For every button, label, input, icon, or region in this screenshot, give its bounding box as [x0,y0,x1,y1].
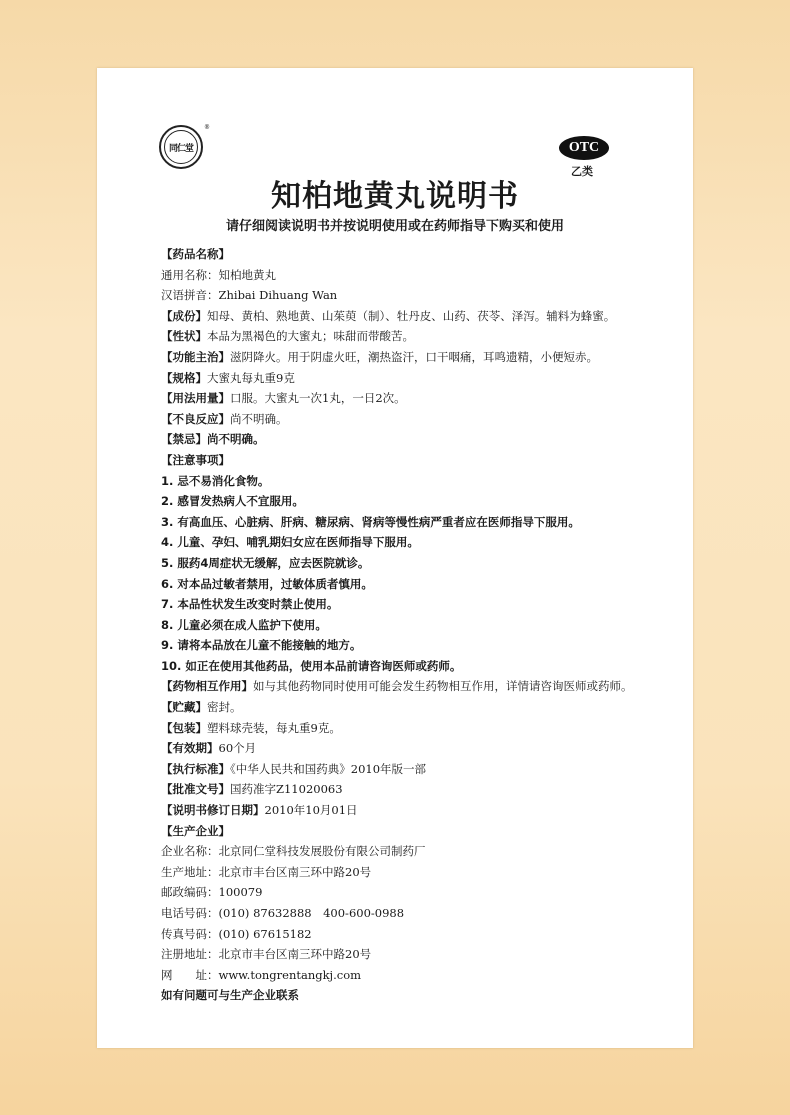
pinyin-label: 汉语拼音： [161,288,219,303]
standard-row [161,759,637,780]
validity-row [161,738,637,759]
manufacturer-row [161,882,637,903]
indications-value: 滋阴降火。用于阴虚火旺，潮热盗汗，口干咽痛，耳鸣遗精，小便短赤。 [230,349,598,364]
dosage-row [161,388,637,409]
otc-badge: OTC [559,136,609,160]
manufacturer-row [161,903,637,924]
section-manufacturer: 【生产企业】 [161,823,230,838]
precaution-item: 7. 本品性状发生改变时禁止使用。 [161,597,339,612]
contraindications-label: 【禁忌】 [161,432,207,447]
leaflet-sheet [97,68,693,1048]
properties-value: 本品为黑褐色的大蜜丸；味甜而带酸苦。 [207,329,414,344]
contraindications-row [161,429,637,450]
website-value: www.tongrentangkj.com [218,967,362,982]
ingredients-row [161,306,637,327]
standard-value: 《中华人民共和国药典》2010年版一部 [230,761,427,776]
otc-class-label: 乙类 [571,165,593,178]
manufacturer-row [161,965,637,986]
package-value: 塑料球壳装，每丸重9克。 [207,720,341,735]
revision-value: 2010年10月01日 [264,803,358,818]
precaution-item: 10. 如正在使用其他药品，使用本品前请咨询医师或药师。 [161,658,462,673]
storage-row [161,697,637,718]
specification-row [161,368,637,389]
interactions-row [161,676,637,697]
manufacturer-label: 生产地址： [161,864,219,879]
indications-row [161,347,637,368]
manufacturer-value: 北京市丰台区南三环中路20号 [218,947,372,962]
section-precautions: 【注意事项】 [161,452,230,467]
storage-value: 密封。 [207,700,242,715]
manufacturer-value: (010) 67615182 [218,926,312,941]
adverse-value: 尚不明确。 [230,411,288,426]
package-label: 【包装】 [161,720,207,735]
approval-value: 国药准字Z11020063 [230,782,343,797]
specification-value: 大蜜丸每丸重9克 [207,370,295,385]
approval-row [161,779,637,800]
precaution-item: 2. 感冒发热病人不宜服用。 [161,494,304,509]
manufacturer-label: 邮政编码： [161,885,219,900]
contraindications-value: 尚不明确。 [207,432,265,447]
manufacturer-label: 企业名称： [161,844,219,859]
manufacturer-row [161,924,637,945]
manufacturer-label: 网 址： [161,967,219,982]
pinyin-value: Zhibai Dihuang Wan [218,288,338,303]
section-drug-name: 【药品名称】 [161,247,230,261]
generic-name-value: 知柏地黄丸 [218,267,276,282]
manufacturer-value: (010) 87632888 400-600-0988 [218,906,405,920]
adverse-label: 【不良反应】 [161,411,230,426]
precaution-item: 8. 儿童必须在成人监护下使用。 [161,617,327,632]
validity-label: 【有效期】 [161,741,219,756]
ingredients-value: 知母、黄柏、熟地黄、山茱萸（制）、牡丹皮、山药、茯苓、泽泻。辅料为蜂蜜。 [207,308,616,323]
precaution-item: 1. 忌不易消化食物。 [161,473,270,488]
precaution-item: 3. 有高血压、心脏病、肝病、糖尿病、肾病等慢性病严重者应在医师指导下服用。 [161,514,580,529]
properties-label: 【性状】 [161,329,207,344]
manufacturer-row [161,841,637,862]
storage-label: 【贮藏】 [161,700,207,715]
revision-label: 【说明书修订日期】 [161,803,265,818]
manufacturer-value: 北京同仁堂科技发展股份有限公司制药厂 [218,844,426,859]
indications-label: 【功能主治】 [161,349,230,364]
revision-row [161,800,637,821]
pinyin-row [161,285,637,306]
manufacturer-value: 100079 [218,885,263,900]
manufacturer-row [161,944,637,965]
manufacturer-label: 电话号码： [161,906,219,920]
document-title: 知柏地黄丸说明书 [271,179,519,214]
adverse-row [161,409,637,430]
precaution-item: 4. 儿童、孕妇、哺乳期妇女应在医师指导下服用。 [161,535,419,550]
ingredients-label: 【成份】 [161,308,207,323]
usage-notice: 请仔细阅读说明书并按说明使用或在药师指导下购买和使用 [225,219,564,234]
package-row [161,718,637,739]
standard-label: 【执行标准】 [161,761,230,776]
validity-value: 60个月 [218,741,257,756]
manufacturer-value: 北京市丰台区南三环中路20号 [218,864,372,879]
manufacturer-label: 传真号码： [161,926,219,941]
dosage-label: 【用法用量】 [161,391,230,406]
properties-row [161,326,637,347]
precaution-item: 5. 服药4周症状无缓解，应去医院就诊。 [161,555,370,570]
dosage-value: 口服。大蜜丸一次1丸，一日2次。 [230,391,406,406]
brand-logo-icon: 同仁堂 [159,125,203,169]
leaflet-body [161,244,637,1006]
manufacturer-row [161,862,637,883]
contact-footer: 如有问题可与生产企业联系 [161,988,299,1003]
interactions-label: 【药物相互作用】 [161,679,253,694]
precaution-item: 9. 请将本品放在儿童不能接触的地方。 [161,638,362,653]
manufacturer-label: 注册地址： [161,947,219,962]
generic-name-label: 通用名称： [161,267,219,282]
interactions-value: 如与其他药物同时使用可能会发生药物相互作用，详情请咨询医师或药师。 [253,679,633,694]
registered-mark-icon: ® [204,124,210,131]
approval-label: 【批准文号】 [161,782,230,797]
precaution-item: 6. 对本品过敏者禁用，过敏体质者慎用。 [161,576,373,591]
generic-name-row [161,265,637,286]
specification-label: 【规格】 [161,370,207,385]
